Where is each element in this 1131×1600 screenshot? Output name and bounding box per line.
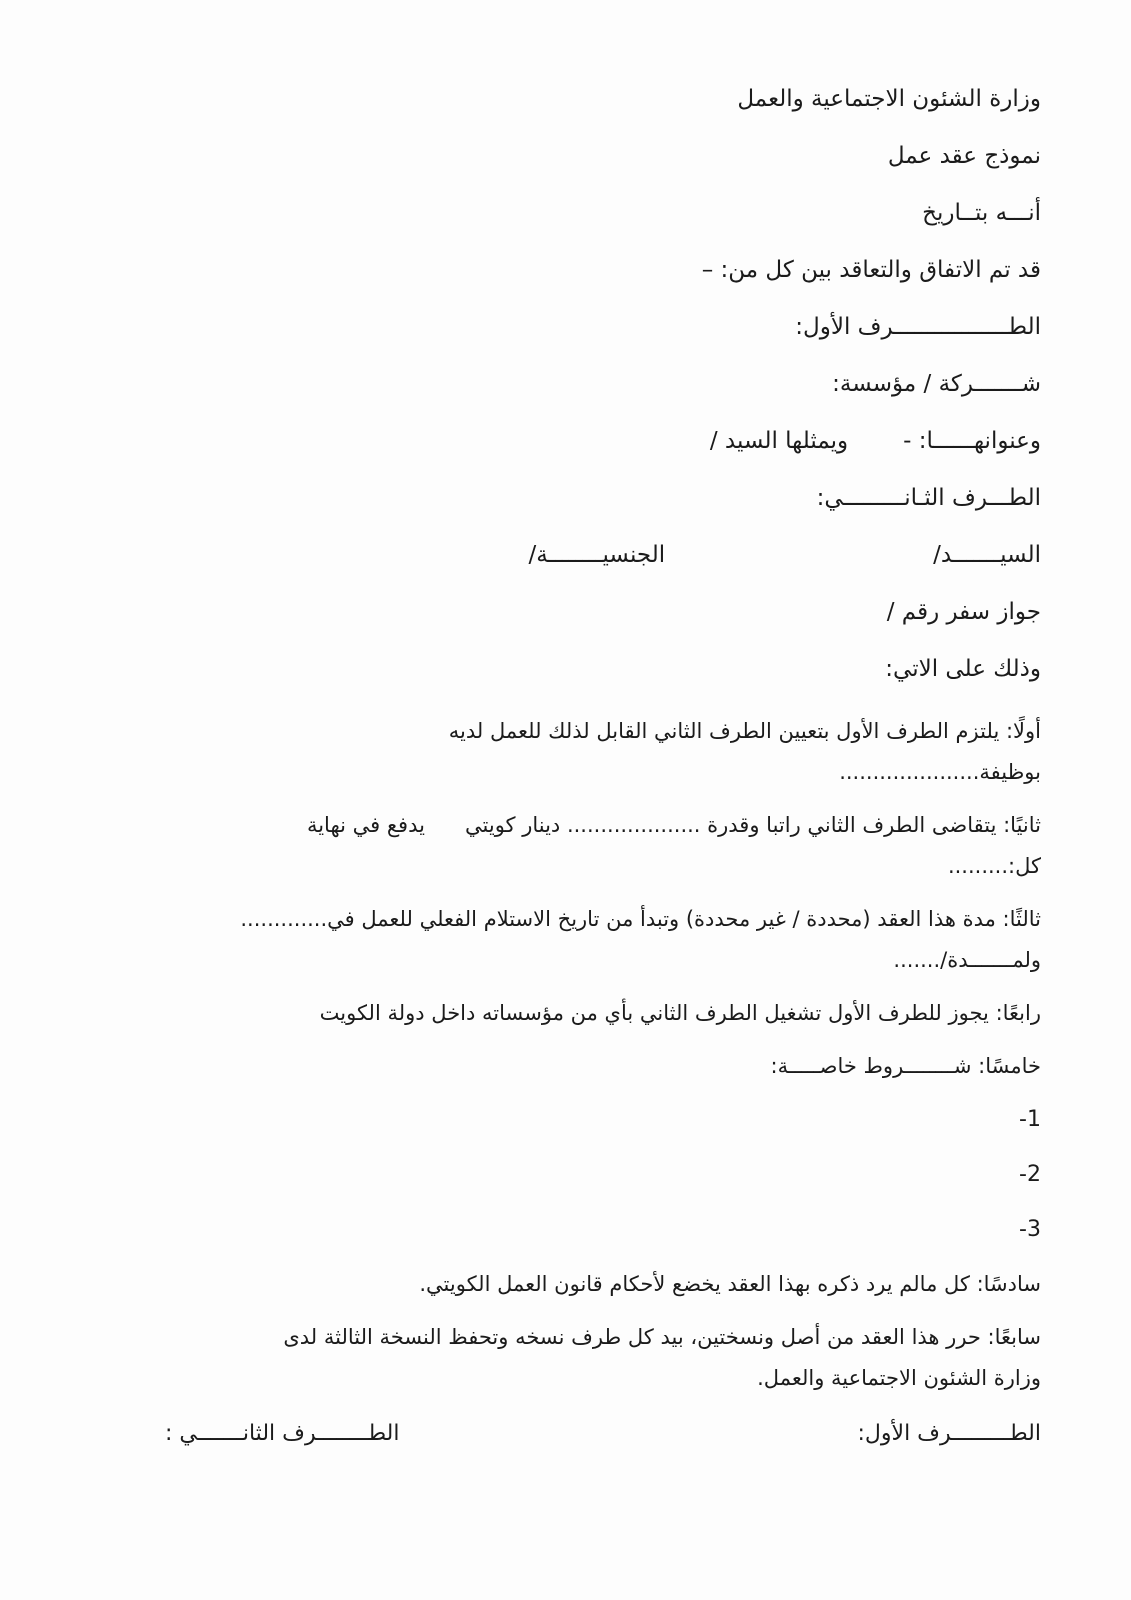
address-label: وعنوانهــــــا: - — [903, 428, 1041, 454]
passport-number-line: جواز سفر رقم / — [886, 599, 1041, 625]
clause-line: ولمـــــــدة/....... — [893, 948, 1041, 972]
clause-line: ثالثًا: مدة هذا العقد (محددة / غير محددة) وتبدأ من تاريخ الاستلام الفعلي للعمل في............. — [240, 907, 1041, 931]
clause-copies — [110, 1317, 1041, 1399]
clause-salary — [110, 805, 1041, 887]
party-two-heading: الطـــرف الثـانـــــــــي: — [816, 485, 1041, 511]
clause-employment — [110, 711, 1041, 793]
form-title: نموذج عقد عمل — [887, 143, 1041, 169]
second-party-signature-label: الطــــــــرف الثانـــــــي : — [165, 1421, 400, 1446]
clause-workplace — [110, 993, 1041, 1034]
clause-line: ثانيًا: يتقاضى الطرف الثاني راتبا وقدرة .................... دينار كويتي يدفع في نهاية — [306, 813, 1041, 837]
clause-line: سادسًا: كل مالم يرد ذكره بهذا العقد يخضع لأحكام قانون العمل الكويتي. — [419, 1272, 1041, 1296]
name-label: السيـــــــد/ — [933, 542, 1041, 568]
ministry-title: وزارة الشئون الاجتماعية والعمل — [737, 86, 1041, 112]
nationality-label: الجنسيــــــــة/ — [528, 542, 666, 568]
special-condition-item: 3- — [1019, 1217, 1041, 1242]
clause-line: رابعًا: يجوز للطرف الأول تشغيل الطرف الثاني بأي من مؤسساته داخل دولة الكويت — [319, 1001, 1041, 1025]
representative-label: ويمثلها السيد / — [709, 428, 849, 454]
clause-governing-law — [110, 1264, 1041, 1305]
clause-line: أولًا: يلتزم الطرف الأول بتعيين الطرف الثاني القابل لذلك للعمل لديه — [448, 719, 1041, 743]
name-nationality-line — [110, 540, 1041, 570]
clause-line: وزارة الشئون الاجتماعية والعمل. — [757, 1366, 1041, 1390]
company-institution-line: شـــــــركة / مؤسسة: — [832, 371, 1041, 397]
signature-row — [110, 1413, 1041, 1454]
clause-line: بوظيفة..................... — [839, 760, 1041, 784]
clause-line: خامسًا: شــــــــروط خاصـــــة: — [770, 1054, 1041, 1078]
special-condition-item: 1- — [1019, 1107, 1041, 1132]
clause-special-conditions-heading — [110, 1046, 1041, 1087]
special-condition-item: 2- — [1019, 1162, 1041, 1187]
terms-intro-line: وذلك على الاتي: — [885, 656, 1041, 682]
clause-duration — [110, 899, 1041, 981]
agreement-intro-line: قد تم الاتفاق والتعاقد بين كل من: – — [701, 257, 1041, 283]
clause-line: كل:......... — [947, 854, 1041, 878]
date-line: أنـــه بتــاريخ — [922, 200, 1041, 226]
clause-line: سابعًا: حرر هذا العقد من أصل ونسختين، بيد كل طرف نسخه وتحفظ النسخة الثالثة لدى — [283, 1325, 1041, 1349]
party-one-heading: الطـــــــــــــــــرف الأول: — [795, 314, 1041, 340]
first-party-signature-label: الطـــــــــرف الأول: — [857, 1421, 1041, 1446]
address-representative-line — [110, 426, 1041, 456]
